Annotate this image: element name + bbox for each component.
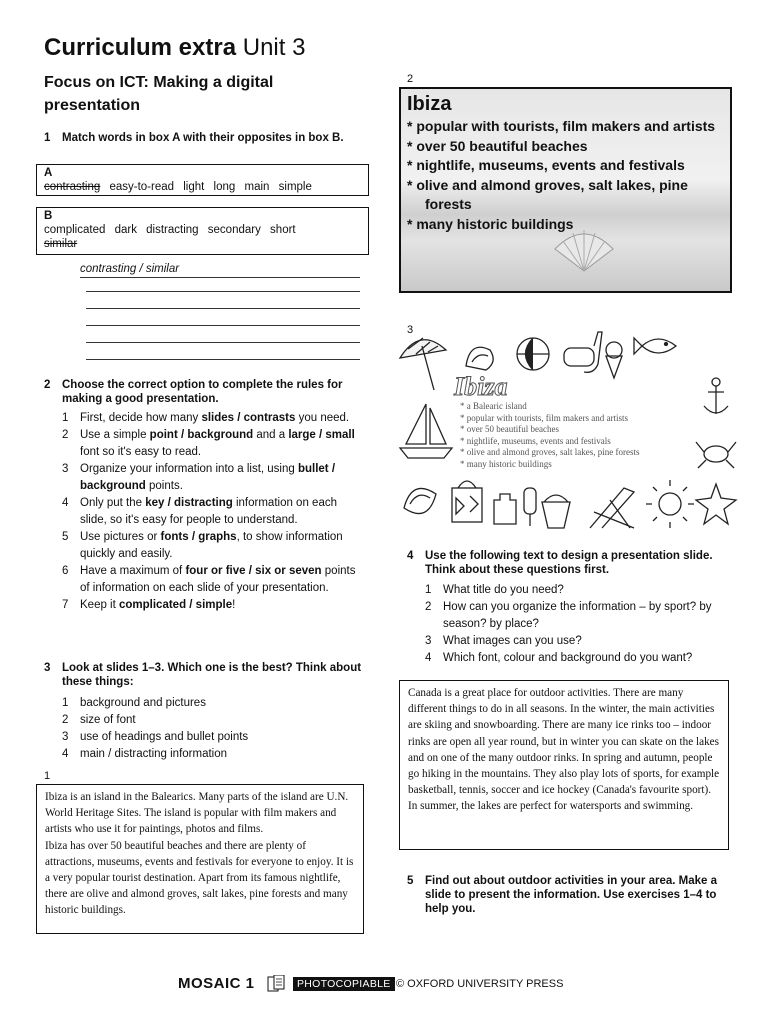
slide-3-bullet: * nightlife, museums, events and festivals xyxy=(460,435,611,446)
list-item: 7 Keep it complicated / simple! xyxy=(62,599,236,611)
slide-2-title: Ibiza xyxy=(407,93,452,115)
slide-1 xyxy=(36,784,364,934)
box-a-word: light xyxy=(183,181,205,193)
slide-2-bullet: * nightlife, museums, events and festivals xyxy=(407,157,685,173)
list-item: 4 Which font, colour and background do you want? xyxy=(425,652,693,664)
ice-cream-icon xyxy=(606,342,622,378)
box-b-word: similar xyxy=(44,238,78,250)
page-title xyxy=(44,34,305,62)
box-a-word: easy-to-read xyxy=(109,181,175,193)
answer-line[interactable] xyxy=(86,325,360,326)
slide-1-paragraph: Ibiza is an island in the Balearics. Many parts of the island are U.N. World Heritage Sites. The island is popular with film makers and artists who use it for paintings, photos and films. xyxy=(45,791,349,836)
page-subtitle: Focus on ICT: Making a digital presentation xyxy=(44,74,274,114)
slide-2-label: 2 xyxy=(407,73,414,85)
page-footer xyxy=(178,975,598,993)
box-b-word: dark xyxy=(114,224,137,236)
slide-3-bullet: * popular with tourists, film makers and artists xyxy=(460,412,628,423)
word-box-a xyxy=(36,164,369,196)
list-item: 2 Use a simple point / background and a large / small font so it's easy to read. xyxy=(62,429,355,458)
list-item: 4 main / distracting information xyxy=(62,748,228,760)
ex5-instruction: 5 Find out about outdoor activities in your area. Make a slide to present the information. Use exercises 1–4 to help you. xyxy=(407,875,718,915)
starfish-icon xyxy=(696,484,736,524)
beach-umbrella-icon xyxy=(400,338,446,390)
word-box-b xyxy=(36,207,369,255)
box-a-word: long xyxy=(213,181,236,193)
sun-icon xyxy=(646,480,694,528)
box-a-label: A xyxy=(44,167,53,179)
slide-2 xyxy=(399,87,732,293)
box-b-word: complicated xyxy=(44,224,106,236)
ice-lolly-icon xyxy=(524,488,536,526)
beach-bag-icon xyxy=(452,481,482,522)
list-item: 2 size of font xyxy=(62,714,136,726)
title-unit: Unit 3 xyxy=(242,34,306,61)
slide-3 xyxy=(398,328,738,538)
beach-ball-icon xyxy=(517,338,549,370)
crab-icon xyxy=(696,442,736,468)
box-b-label: B xyxy=(44,210,53,222)
sailboat-icon xyxy=(400,404,452,458)
ex2-list xyxy=(62,410,362,614)
slide-1-label: 1 xyxy=(44,770,51,782)
snorkel-mask-icon xyxy=(564,332,602,372)
ex4-instruction: 4 Use the following text to design a presentation slide. Think about these questions first. xyxy=(407,550,713,576)
slide-3-bullets xyxy=(460,401,639,470)
anchor-icon xyxy=(704,378,728,414)
example-answer: contrasting / similar xyxy=(80,263,360,278)
ex2-instruction: 2 Choose the correct option to complete the rules for making a good presentation. xyxy=(44,379,343,405)
ex3-list xyxy=(62,695,362,763)
ex1-instruction: 1 Match words in box A with their opposites in box B. xyxy=(44,132,344,144)
slide-2-bullet: * over 50 beautiful beaches xyxy=(407,137,588,154)
photocopiable-badge: PHOTOCOPIABLE xyxy=(293,977,395,991)
box-b-words xyxy=(44,223,361,251)
list-item: 1 background and pictures xyxy=(62,697,206,709)
seashell-icon xyxy=(466,347,493,370)
canada-passage: Canada is a great place for outdoor activities. There are many different things to do in all seasons. In the winter, the main activities are skiing and snowboarding. There are many ice rinks too – indoor rinks are open all year round, but in winter you can skate on the lakes and on one of the many outdoor rinks. In spring and autumn, people go hiking in the mountains. They also play lots of sports, for example basketball, tennis, soccer and ice hockey (Canada's favourite sport). In summer, the lakes are perfect for watersports and swimming. xyxy=(399,680,729,850)
slide-3-title: Ibiza xyxy=(454,372,508,401)
box-b-word: secondary xyxy=(207,224,261,236)
copy-pages-icon xyxy=(266,975,288,993)
list-item: 4 Only put the key / distracting information on each slide, so it's easy for people to understand. xyxy=(62,497,337,526)
ex4-list xyxy=(425,582,735,667)
box-b-word: distracting xyxy=(146,224,199,236)
list-item: 2 How can you organize the information – by sport? by season? by place? xyxy=(425,601,712,630)
list-item: 1 First, decide how many slides / contrasts you need. xyxy=(62,412,350,424)
answer-line[interactable] xyxy=(86,308,360,309)
publisher-credit: © OXFORD UNIVERSITY PRESS xyxy=(396,978,564,990)
box-b-word: short xyxy=(270,224,296,236)
ex3-instruction: 3 Look at slides 1–3. Which one is the best? Think about these things: xyxy=(44,662,362,688)
sandcastle-icon xyxy=(494,494,516,524)
slide-3-bullet: * many historic buildings xyxy=(460,458,552,469)
fish-icon xyxy=(634,338,676,354)
list-item: 1 What title do you need? xyxy=(425,584,564,596)
bucket-icon xyxy=(542,495,570,528)
slide-3-bullet: * a Balearic island xyxy=(460,401,527,411)
title-bold: Curriculum extra xyxy=(44,34,237,61)
list-item: 6 Have a maximum of four or five / six or seven points of information on each slide of your presentation. xyxy=(62,565,356,594)
slide-1-paragraph: Ibiza has over 50 beautiful beaches and there are plenty of attractions, museums, events and festivals for everyone to enjoy. It is a very popular tourist destination. Apart from its famous nightlife, there are olive and almond groves, salt lakes, pine forests and many historic buildings. xyxy=(45,839,354,917)
answer-line[interactable] xyxy=(86,342,360,343)
slide-3-label: 3 xyxy=(407,324,414,336)
slide-2-bullet: * many historic buildings xyxy=(407,215,574,232)
answer-line[interactable] xyxy=(86,291,360,292)
list-item: 5 Use pictures or fonts / graphs, to show information quickly and easily. xyxy=(62,531,343,560)
brand-logo: MOSAIC 1 xyxy=(178,975,255,992)
list-item: 3 What images can you use? xyxy=(425,635,582,647)
slide-3-bullet: * olive and almond groves, salt lakes, pine forests xyxy=(460,447,640,457)
deck-chair-icon xyxy=(590,488,634,528)
surf-wave-icon xyxy=(404,488,436,513)
box-a-word: main xyxy=(244,181,270,193)
list-item: 3 Organize your information into a list, using bullet / background points. xyxy=(62,463,336,492)
slide-3-bullet: * over 50 beautiful beaches xyxy=(460,424,559,434)
slide-2-bullet: * olive and almond groves, salt lakes, pine forests xyxy=(407,176,688,212)
list-item: 3 use of headings and bullet points xyxy=(62,731,249,743)
box-a-word: simple xyxy=(278,181,312,193)
answer-line[interactable] xyxy=(86,359,360,360)
slide-2-bullet: * popular with tourists, film makers and artists xyxy=(407,118,716,134)
box-a-word: contrasting xyxy=(44,181,101,193)
box-a-words xyxy=(44,180,361,194)
